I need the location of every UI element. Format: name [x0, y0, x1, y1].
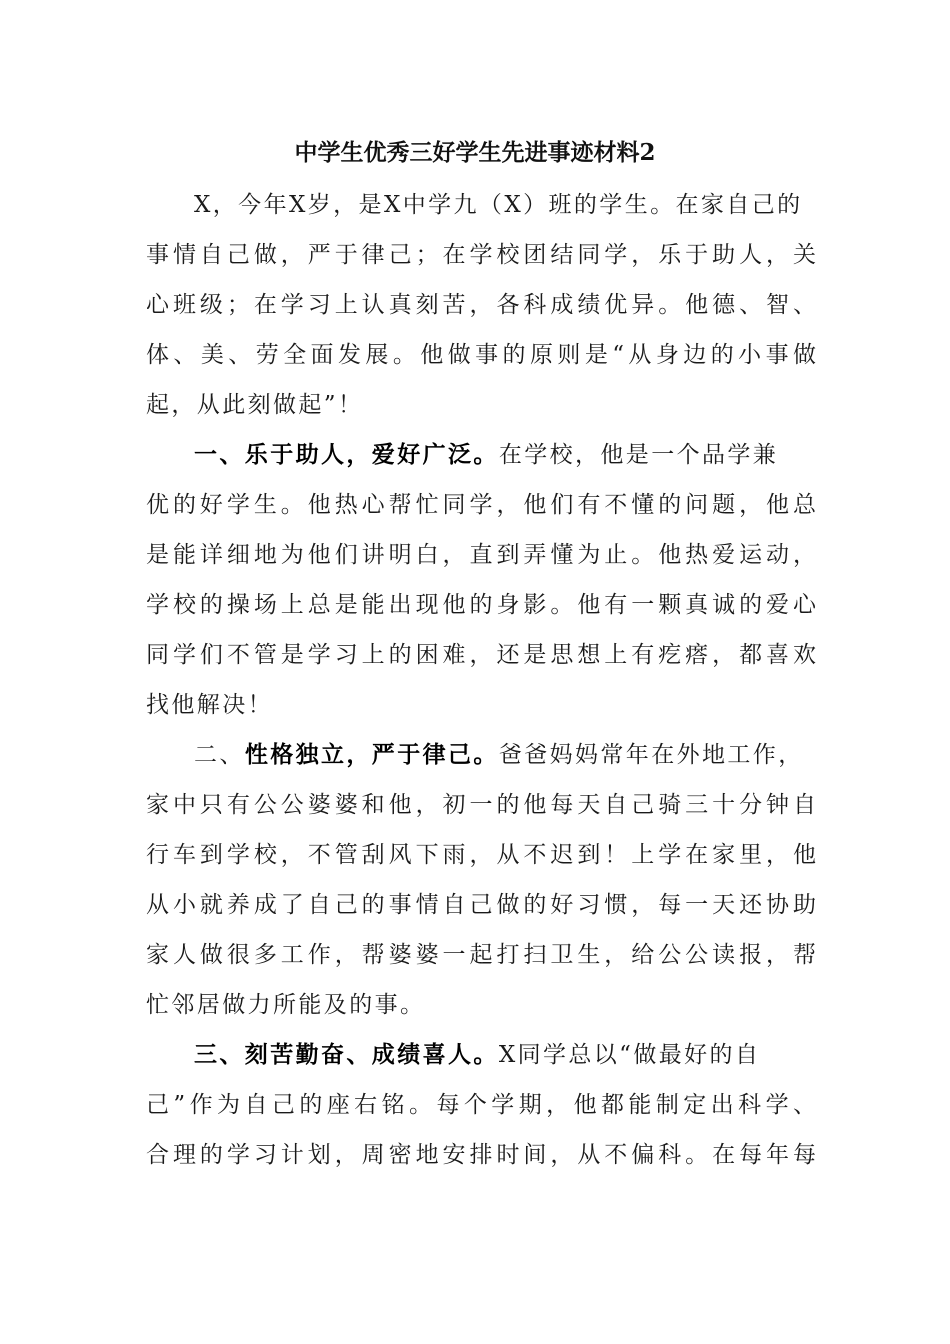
- text-line: 家中只有公公婆婆和他，初一的他每天自己骑三十分钟自: [146, 792, 816, 818]
- text-line: 己”作为自己的座右铭。每个学期，他都能制定出科学、: [146, 1092, 816, 1118]
- section-heading: 三、刻苦勤奋、成绩喜人。: [194, 1041, 499, 1068]
- text-line: [146, 730, 816, 780]
- text-line: 忙邻居做力所能及的事。: [146, 992, 426, 1018]
- text-line: 是能详细地为他们讲明白，直到弄懂为止。他热爱运动，: [146, 542, 816, 568]
- text-line: [146, 1030, 816, 1080]
- text-line: 学校的操场上总是能出现他的身影。他有一颗真诚的爱心: [146, 592, 816, 618]
- text-span: 爸爸妈妈常年在外地工作，: [498, 742, 804, 768]
- text-line: 事情自己做，严于律己；在学校团结同学，乐于助人，关: [146, 242, 816, 268]
- document-title: 中学生优秀三好学生先进事迹材料2: [294, 139, 656, 166]
- paragraph-intro: [146, 180, 816, 430]
- paragraph-section-1: [146, 430, 816, 730]
- section-heading: 一、乐于助人，爱好广泛。: [194, 441, 499, 468]
- section-heading-prefix: 二、: [194, 742, 245, 768]
- text-span: X同学总以“做最好的自: [498, 1042, 761, 1068]
- text-line: 心班级；在学习上认真刻苦，各科成绩优异。他德、智、: [146, 292, 816, 318]
- text-line: 家人做很多工作，帮婆婆一起打扫卫生，给公公读报，帮: [146, 942, 816, 968]
- text-span: 在学校，他是一个品学兼: [498, 442, 779, 468]
- document-body: [146, 180, 816, 1180]
- paragraph-section-2: [146, 730, 816, 1030]
- paragraph-section-3: [146, 1030, 816, 1180]
- text-line: 起，从此刻做起”！: [146, 392, 364, 418]
- text-line: 行车到学校，不管刮风下雨，从不迟到！上学在家里，他: [146, 842, 816, 868]
- text-line: 从小就养成了自己的事情自己做的好习惯，每一天还协助: [146, 892, 816, 918]
- text-line: 体、美、劳全面发展。他做事的原则是“从身边的小事做: [146, 342, 816, 368]
- text-line: 优的好学生。他热心帮忙同学，他们有不懂的问题，他总: [146, 492, 816, 518]
- text-line: [146, 430, 816, 480]
- text-line: X，今年X岁，是X中学九（X）班的学生。在家自己的: [194, 192, 803, 218]
- text-line: 合理的学习计划，周密地安排时间，从不偏科。在每年每: [146, 1142, 816, 1168]
- text-line: 找他解决！: [146, 692, 273, 718]
- section-heading: 性格独立，严于律己。: [244, 741, 499, 768]
- text-line: 同学们不管是学习上的困难，还是思想上有疙瘩，都喜欢: [146, 642, 816, 668]
